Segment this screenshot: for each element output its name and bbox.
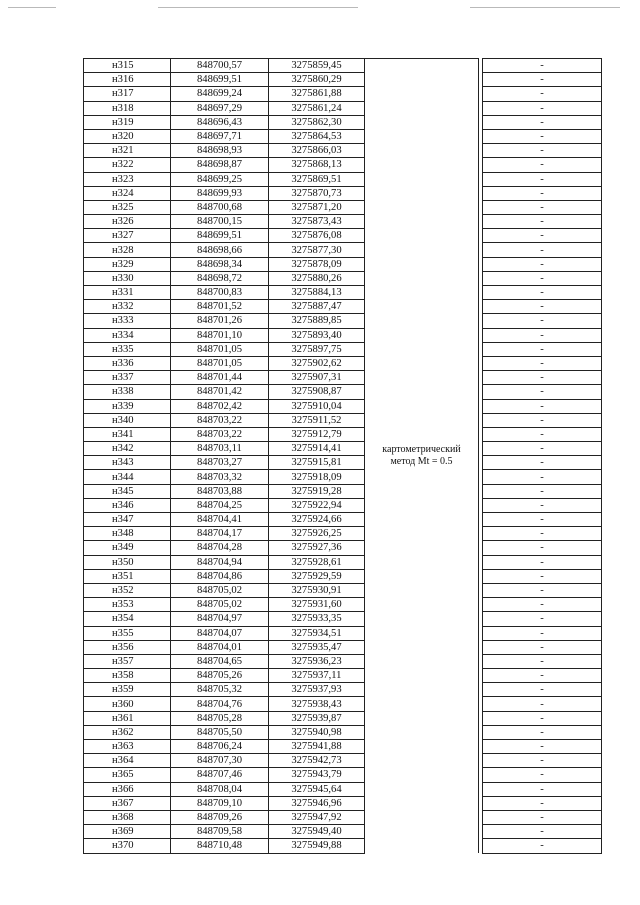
x-coordinate-cell: 848701,52 <box>171 300 269 314</box>
point-id-cell: н331 <box>84 286 171 300</box>
point-id-cell: н324 <box>84 186 171 200</box>
y-coordinate-cell: 3275910,04 <box>269 399 365 413</box>
y-coordinate-cell: 3275864,53 <box>269 129 365 143</box>
note-cell: - <box>483 796 602 810</box>
point-id-cell: н348 <box>84 527 171 541</box>
point-id-cell: н325 <box>84 200 171 214</box>
point-id-cell: н352 <box>84 583 171 597</box>
point-id-cell: н361 <box>84 711 171 725</box>
note-cell: - <box>483 513 602 527</box>
y-coordinate-cell: 3275861,24 <box>269 101 365 115</box>
x-coordinate-cell: 848701,44 <box>171 371 269 385</box>
x-coordinate-cell: 848699,25 <box>171 172 269 186</box>
x-coordinate-cell: 848704,76 <box>171 697 269 711</box>
y-coordinate-cell: 3275929,59 <box>269 569 365 583</box>
note-cell: - <box>483 527 602 541</box>
point-id-cell: н363 <box>84 740 171 754</box>
point-id-cell: н350 <box>84 555 171 569</box>
note-cell: - <box>483 583 602 597</box>
point-id-cell: н320 <box>84 129 171 143</box>
point-id-cell: н347 <box>84 513 171 527</box>
note-cell: - <box>483 371 602 385</box>
note-cell: - <box>483 314 602 328</box>
x-coordinate-cell: 848709,10 <box>171 796 269 810</box>
point-id-cell: н362 <box>84 725 171 739</box>
y-coordinate-cell: 3275934,51 <box>269 626 365 640</box>
y-coordinate-cell: 3275930,91 <box>269 583 365 597</box>
table-row <box>84 271 602 285</box>
table-row <box>84 115 602 129</box>
y-coordinate-cell: 3275949,88 <box>269 839 365 853</box>
x-coordinate-cell: 848705,28 <box>171 711 269 725</box>
x-coordinate-cell: 848701,42 <box>171 385 269 399</box>
point-id-cell: н317 <box>84 87 171 101</box>
y-coordinate-cell: 3275897,75 <box>269 342 365 356</box>
x-coordinate-cell: 848705,02 <box>171 583 269 597</box>
note-cell: - <box>483 257 602 271</box>
note-cell: - <box>483 158 602 172</box>
point-id-cell: н366 <box>84 782 171 796</box>
point-id-cell: н341 <box>84 427 171 441</box>
x-coordinate-cell: 848703,22 <box>171 427 269 441</box>
x-coordinate-cell: 848699,51 <box>171 73 269 87</box>
table-row <box>84 498 602 512</box>
x-coordinate-cell: 848703,32 <box>171 470 269 484</box>
point-id-cell: н369 <box>84 825 171 839</box>
note-cell: - <box>483 697 602 711</box>
table-row <box>84 697 602 711</box>
point-id-cell: н340 <box>84 413 171 427</box>
note-cell: - <box>483 640 602 654</box>
table-row <box>84 456 602 470</box>
note-cell: - <box>483 442 602 456</box>
point-id-cell: н333 <box>84 314 171 328</box>
x-coordinate-cell: 848698,72 <box>171 271 269 285</box>
y-coordinate-cell: 3275935,47 <box>269 640 365 654</box>
note-cell: - <box>483 669 602 683</box>
y-coordinate-cell: 3275928,61 <box>269 555 365 569</box>
table-row <box>84 626 602 640</box>
x-coordinate-cell: 848699,93 <box>171 186 269 200</box>
table-row <box>84 513 602 527</box>
x-coordinate-cell: 848708,04 <box>171 782 269 796</box>
table-row <box>84 725 602 739</box>
table-row <box>84 825 602 839</box>
y-coordinate-cell: 3275876,08 <box>269 229 365 243</box>
x-coordinate-cell: 848699,51 <box>171 229 269 243</box>
y-coordinate-cell: 3275861,88 <box>269 87 365 101</box>
note-cell: - <box>483 172 602 186</box>
table-row <box>84 356 602 370</box>
note-cell: - <box>483 215 602 229</box>
point-id-cell: н349 <box>84 541 171 555</box>
x-coordinate-cell: 848704,65 <box>171 654 269 668</box>
x-coordinate-cell: 848704,01 <box>171 640 269 654</box>
note-cell: - <box>483 626 602 640</box>
note-cell: - <box>483 413 602 427</box>
point-id-cell: н360 <box>84 697 171 711</box>
x-coordinate-cell: 848701,26 <box>171 314 269 328</box>
table-row <box>84 768 602 782</box>
note-cell: - <box>483 470 602 484</box>
y-coordinate-cell: 3275868,13 <box>269 158 365 172</box>
x-coordinate-cell: 848703,88 <box>171 484 269 498</box>
x-coordinate-cell: 848702,42 <box>171 399 269 413</box>
table-row <box>84 654 602 668</box>
y-coordinate-cell: 3275866,03 <box>269 144 365 158</box>
x-coordinate-cell: 848707,46 <box>171 768 269 782</box>
table-row <box>84 782 602 796</box>
x-coordinate-cell: 848709,58 <box>171 825 269 839</box>
note-cell: - <box>483 810 602 824</box>
x-coordinate-cell: 848704,28 <box>171 541 269 555</box>
y-coordinate-cell: 3275940,98 <box>269 725 365 739</box>
table-row <box>84 569 602 583</box>
point-id-cell: н339 <box>84 399 171 413</box>
point-id-cell: н367 <box>84 796 171 810</box>
table-row <box>84 399 602 413</box>
y-coordinate-cell: 3275889,85 <box>269 314 365 328</box>
table-row <box>84 158 602 172</box>
y-coordinate-cell: 3275873,43 <box>269 215 365 229</box>
note-cell: - <box>483 711 602 725</box>
y-coordinate-cell: 3275884,13 <box>269 286 365 300</box>
note-cell: - <box>483 342 602 356</box>
point-id-cell: н329 <box>84 257 171 271</box>
note-cell: - <box>483 825 602 839</box>
point-id-cell: н365 <box>84 768 171 782</box>
x-coordinate-cell: 848710,48 <box>171 839 269 853</box>
table-row <box>84 711 602 725</box>
point-id-cell: н364 <box>84 754 171 768</box>
table-row <box>84 243 602 257</box>
point-id-cell: н357 <box>84 654 171 668</box>
note-cell: - <box>483 300 602 314</box>
table-row <box>84 612 602 626</box>
point-id-cell: н343 <box>84 456 171 470</box>
point-id-cell: н345 <box>84 484 171 498</box>
x-coordinate-cell: 848706,24 <box>171 740 269 754</box>
point-id-cell: н336 <box>84 356 171 370</box>
table-row <box>84 215 602 229</box>
y-coordinate-cell: 3275927,36 <box>269 541 365 555</box>
point-id-cell: н327 <box>84 229 171 243</box>
y-coordinate-cell: 3275947,92 <box>269 810 365 824</box>
x-coordinate-cell: 848704,97 <box>171 612 269 626</box>
point-id-cell: н318 <box>84 101 171 115</box>
note-cell: - <box>483 768 602 782</box>
method-label-line2: метод Mt = 0.5 <box>390 456 453 467</box>
y-coordinate-cell: 3275871,20 <box>269 200 365 214</box>
y-coordinate-cell: 3275912,79 <box>269 427 365 441</box>
y-coordinate-cell: 3275938,43 <box>269 697 365 711</box>
note-cell: - <box>483 725 602 739</box>
table-row <box>84 101 602 115</box>
y-coordinate-cell: 3275922,94 <box>269 498 365 512</box>
x-coordinate-cell: 848698,34 <box>171 257 269 271</box>
y-coordinate-cell: 3275937,93 <box>269 683 365 697</box>
note-cell: - <box>483 754 602 768</box>
table-row <box>84 186 602 200</box>
point-id-cell: н335 <box>84 342 171 356</box>
note-cell: - <box>483 87 602 101</box>
x-coordinate-cell: 848700,57 <box>171 59 269 73</box>
point-id-cell: н326 <box>84 215 171 229</box>
x-coordinate-cell: 848696,43 <box>171 115 269 129</box>
coordinates-table-body <box>84 59 602 854</box>
note-cell: - <box>483 115 602 129</box>
y-coordinate-cell: 3275880,26 <box>269 271 365 285</box>
y-coordinate-cell: 3275937,11 <box>269 669 365 683</box>
note-cell: - <box>483 839 602 853</box>
table-row <box>84 470 602 484</box>
y-coordinate-cell: 3275924,66 <box>269 513 365 527</box>
table-row <box>84 286 602 300</box>
y-coordinate-cell: 3275918,09 <box>269 470 365 484</box>
table-row <box>84 810 602 824</box>
y-coordinate-cell: 3275887,47 <box>269 300 365 314</box>
point-id-cell: н354 <box>84 612 171 626</box>
note-cell: - <box>483 59 602 73</box>
note-cell: - <box>483 740 602 754</box>
y-coordinate-cell: 3275902,62 <box>269 356 365 370</box>
table-row <box>84 385 602 399</box>
table-row <box>84 796 602 810</box>
scan-artifact <box>158 7 358 8</box>
table-row <box>84 300 602 314</box>
point-id-cell: н323 <box>84 172 171 186</box>
table-row <box>84 314 602 328</box>
x-coordinate-cell: 848704,07 <box>171 626 269 640</box>
note-cell: - <box>483 598 602 612</box>
x-coordinate-cell: 848705,02 <box>171 598 269 612</box>
y-coordinate-cell: 3275907,31 <box>269 371 365 385</box>
point-id-cell: н342 <box>84 442 171 456</box>
y-coordinate-cell: 3275893,40 <box>269 328 365 342</box>
table-row <box>84 583 602 597</box>
table-row <box>84 87 602 101</box>
y-coordinate-cell: 3275878,09 <box>269 257 365 271</box>
table-row <box>84 740 602 754</box>
x-coordinate-cell: 848703,27 <box>171 456 269 470</box>
point-id-cell: н344 <box>84 470 171 484</box>
note-cell: - <box>483 456 602 470</box>
x-coordinate-cell: 848697,29 <box>171 101 269 115</box>
table-row <box>84 754 602 768</box>
note-cell: - <box>483 555 602 569</box>
point-id-cell: н338 <box>84 385 171 399</box>
note-cell: - <box>483 229 602 243</box>
scan-artifact <box>8 7 56 8</box>
table-row <box>84 640 602 654</box>
x-coordinate-cell: 848699,24 <box>171 87 269 101</box>
y-coordinate-cell: 3275908,87 <box>269 385 365 399</box>
point-id-cell: н319 <box>84 115 171 129</box>
point-id-cell: н337 <box>84 371 171 385</box>
point-id-cell: н322 <box>84 158 171 172</box>
y-coordinate-cell: 3275860,29 <box>269 73 365 87</box>
note-cell: - <box>483 541 602 555</box>
y-coordinate-cell: 3275862,30 <box>269 115 365 129</box>
point-id-cell: н332 <box>84 300 171 314</box>
note-cell: - <box>483 427 602 441</box>
method-cell <box>365 59 479 854</box>
note-cell: - <box>483 385 602 399</box>
y-coordinate-cell: 3275919,28 <box>269 484 365 498</box>
point-id-cell: н355 <box>84 626 171 640</box>
note-cell: - <box>483 101 602 115</box>
table-row <box>84 172 602 186</box>
note-cell: - <box>483 498 602 512</box>
x-coordinate-cell: 848698,87 <box>171 158 269 172</box>
coordinates-table <box>83 58 602 854</box>
table-row <box>84 200 602 214</box>
table-row <box>84 484 602 498</box>
x-coordinate-cell: 848701,10 <box>171 328 269 342</box>
y-coordinate-cell: 3275859,45 <box>269 59 365 73</box>
point-id-cell: н328 <box>84 243 171 257</box>
table-row <box>84 229 602 243</box>
table-row <box>84 683 602 697</box>
note-cell: - <box>483 271 602 285</box>
y-coordinate-cell: 3275945,64 <box>269 782 365 796</box>
table-row <box>84 129 602 143</box>
y-coordinate-cell: 3275942,73 <box>269 754 365 768</box>
point-id-cell: н356 <box>84 640 171 654</box>
y-coordinate-cell: 3275877,30 <box>269 243 365 257</box>
table-row <box>84 541 602 555</box>
point-id-cell: н358 <box>84 669 171 683</box>
note-cell: - <box>483 612 602 626</box>
scan-artifact <box>470 7 620 8</box>
y-coordinate-cell: 3275933,35 <box>269 612 365 626</box>
table-row <box>84 371 602 385</box>
y-coordinate-cell: 3275943,79 <box>269 768 365 782</box>
point-id-cell: н359 <box>84 683 171 697</box>
y-coordinate-cell: 3275946,96 <box>269 796 365 810</box>
x-coordinate-cell: 848700,83 <box>171 286 269 300</box>
x-coordinate-cell: 848704,17 <box>171 527 269 541</box>
note-cell: - <box>483 782 602 796</box>
x-coordinate-cell: 848704,25 <box>171 498 269 512</box>
x-coordinate-cell: 848705,26 <box>171 669 269 683</box>
note-cell: - <box>483 129 602 143</box>
point-id-cell: н316 <box>84 73 171 87</box>
x-coordinate-cell: 848704,86 <box>171 569 269 583</box>
note-cell: - <box>483 200 602 214</box>
note-cell: - <box>483 654 602 668</box>
point-id-cell: н330 <box>84 271 171 285</box>
x-coordinate-cell: 848703,11 <box>171 442 269 456</box>
point-id-cell: н368 <box>84 810 171 824</box>
x-coordinate-cell: 848704,94 <box>171 555 269 569</box>
table-row <box>84 669 602 683</box>
point-id-cell: н315 <box>84 59 171 73</box>
point-id-cell: н351 <box>84 569 171 583</box>
table-row <box>84 144 602 158</box>
x-coordinate-cell: 848703,22 <box>171 413 269 427</box>
y-coordinate-cell: 3275926,25 <box>269 527 365 541</box>
x-coordinate-cell: 848707,30 <box>171 754 269 768</box>
y-coordinate-cell: 3275936,23 <box>269 654 365 668</box>
note-cell: - <box>483 286 602 300</box>
note-cell: - <box>483 243 602 257</box>
x-coordinate-cell: 848700,15 <box>171 215 269 229</box>
point-id-cell: н370 <box>84 839 171 853</box>
y-coordinate-cell: 3275941,88 <box>269 740 365 754</box>
note-cell: - <box>483 73 602 87</box>
table-row <box>84 427 602 441</box>
table-row <box>84 442 602 456</box>
table-row <box>84 328 602 342</box>
note-cell: - <box>483 356 602 370</box>
x-coordinate-cell: 848705,50 <box>171 725 269 739</box>
x-coordinate-cell: 848697,71 <box>171 129 269 143</box>
y-coordinate-cell: 3275949,40 <box>269 825 365 839</box>
note-cell: - <box>483 484 602 498</box>
method-label-line1: картометрический <box>382 444 461 455</box>
x-coordinate-cell: 848705,32 <box>171 683 269 697</box>
note-cell: - <box>483 399 602 413</box>
point-id-cell: н334 <box>84 328 171 342</box>
x-coordinate-cell: 848698,93 <box>171 144 269 158</box>
table-row <box>84 73 602 87</box>
table-row <box>84 598 602 612</box>
y-coordinate-cell: 3275914,41 <box>269 442 365 456</box>
table-row <box>84 59 602 73</box>
x-coordinate-cell: 848709,26 <box>171 810 269 824</box>
x-coordinate-cell: 848700,68 <box>171 200 269 214</box>
note-cell: - <box>483 569 602 583</box>
point-id-cell: н346 <box>84 498 171 512</box>
x-coordinate-cell: 848701,05 <box>171 342 269 356</box>
x-coordinate-cell: 848704,41 <box>171 513 269 527</box>
note-cell: - <box>483 144 602 158</box>
note-cell: - <box>483 328 602 342</box>
table-row <box>84 413 602 427</box>
x-coordinate-cell: 848698,66 <box>171 243 269 257</box>
y-coordinate-cell: 3275939,87 <box>269 711 365 725</box>
point-id-cell: н353 <box>84 598 171 612</box>
y-coordinate-cell: 3275870,73 <box>269 186 365 200</box>
y-coordinate-cell: 3275931,60 <box>269 598 365 612</box>
y-coordinate-cell: 3275915,81 <box>269 456 365 470</box>
table-row <box>84 555 602 569</box>
table-row <box>84 257 602 271</box>
note-cell: - <box>483 683 602 697</box>
y-coordinate-cell: 3275869,51 <box>269 172 365 186</box>
y-coordinate-cell: 3275911,52 <box>269 413 365 427</box>
table-row <box>84 839 602 853</box>
table-row <box>84 342 602 356</box>
point-id-cell: н321 <box>84 144 171 158</box>
table-row <box>84 527 602 541</box>
note-cell: - <box>483 186 602 200</box>
x-coordinate-cell: 848701,05 <box>171 356 269 370</box>
